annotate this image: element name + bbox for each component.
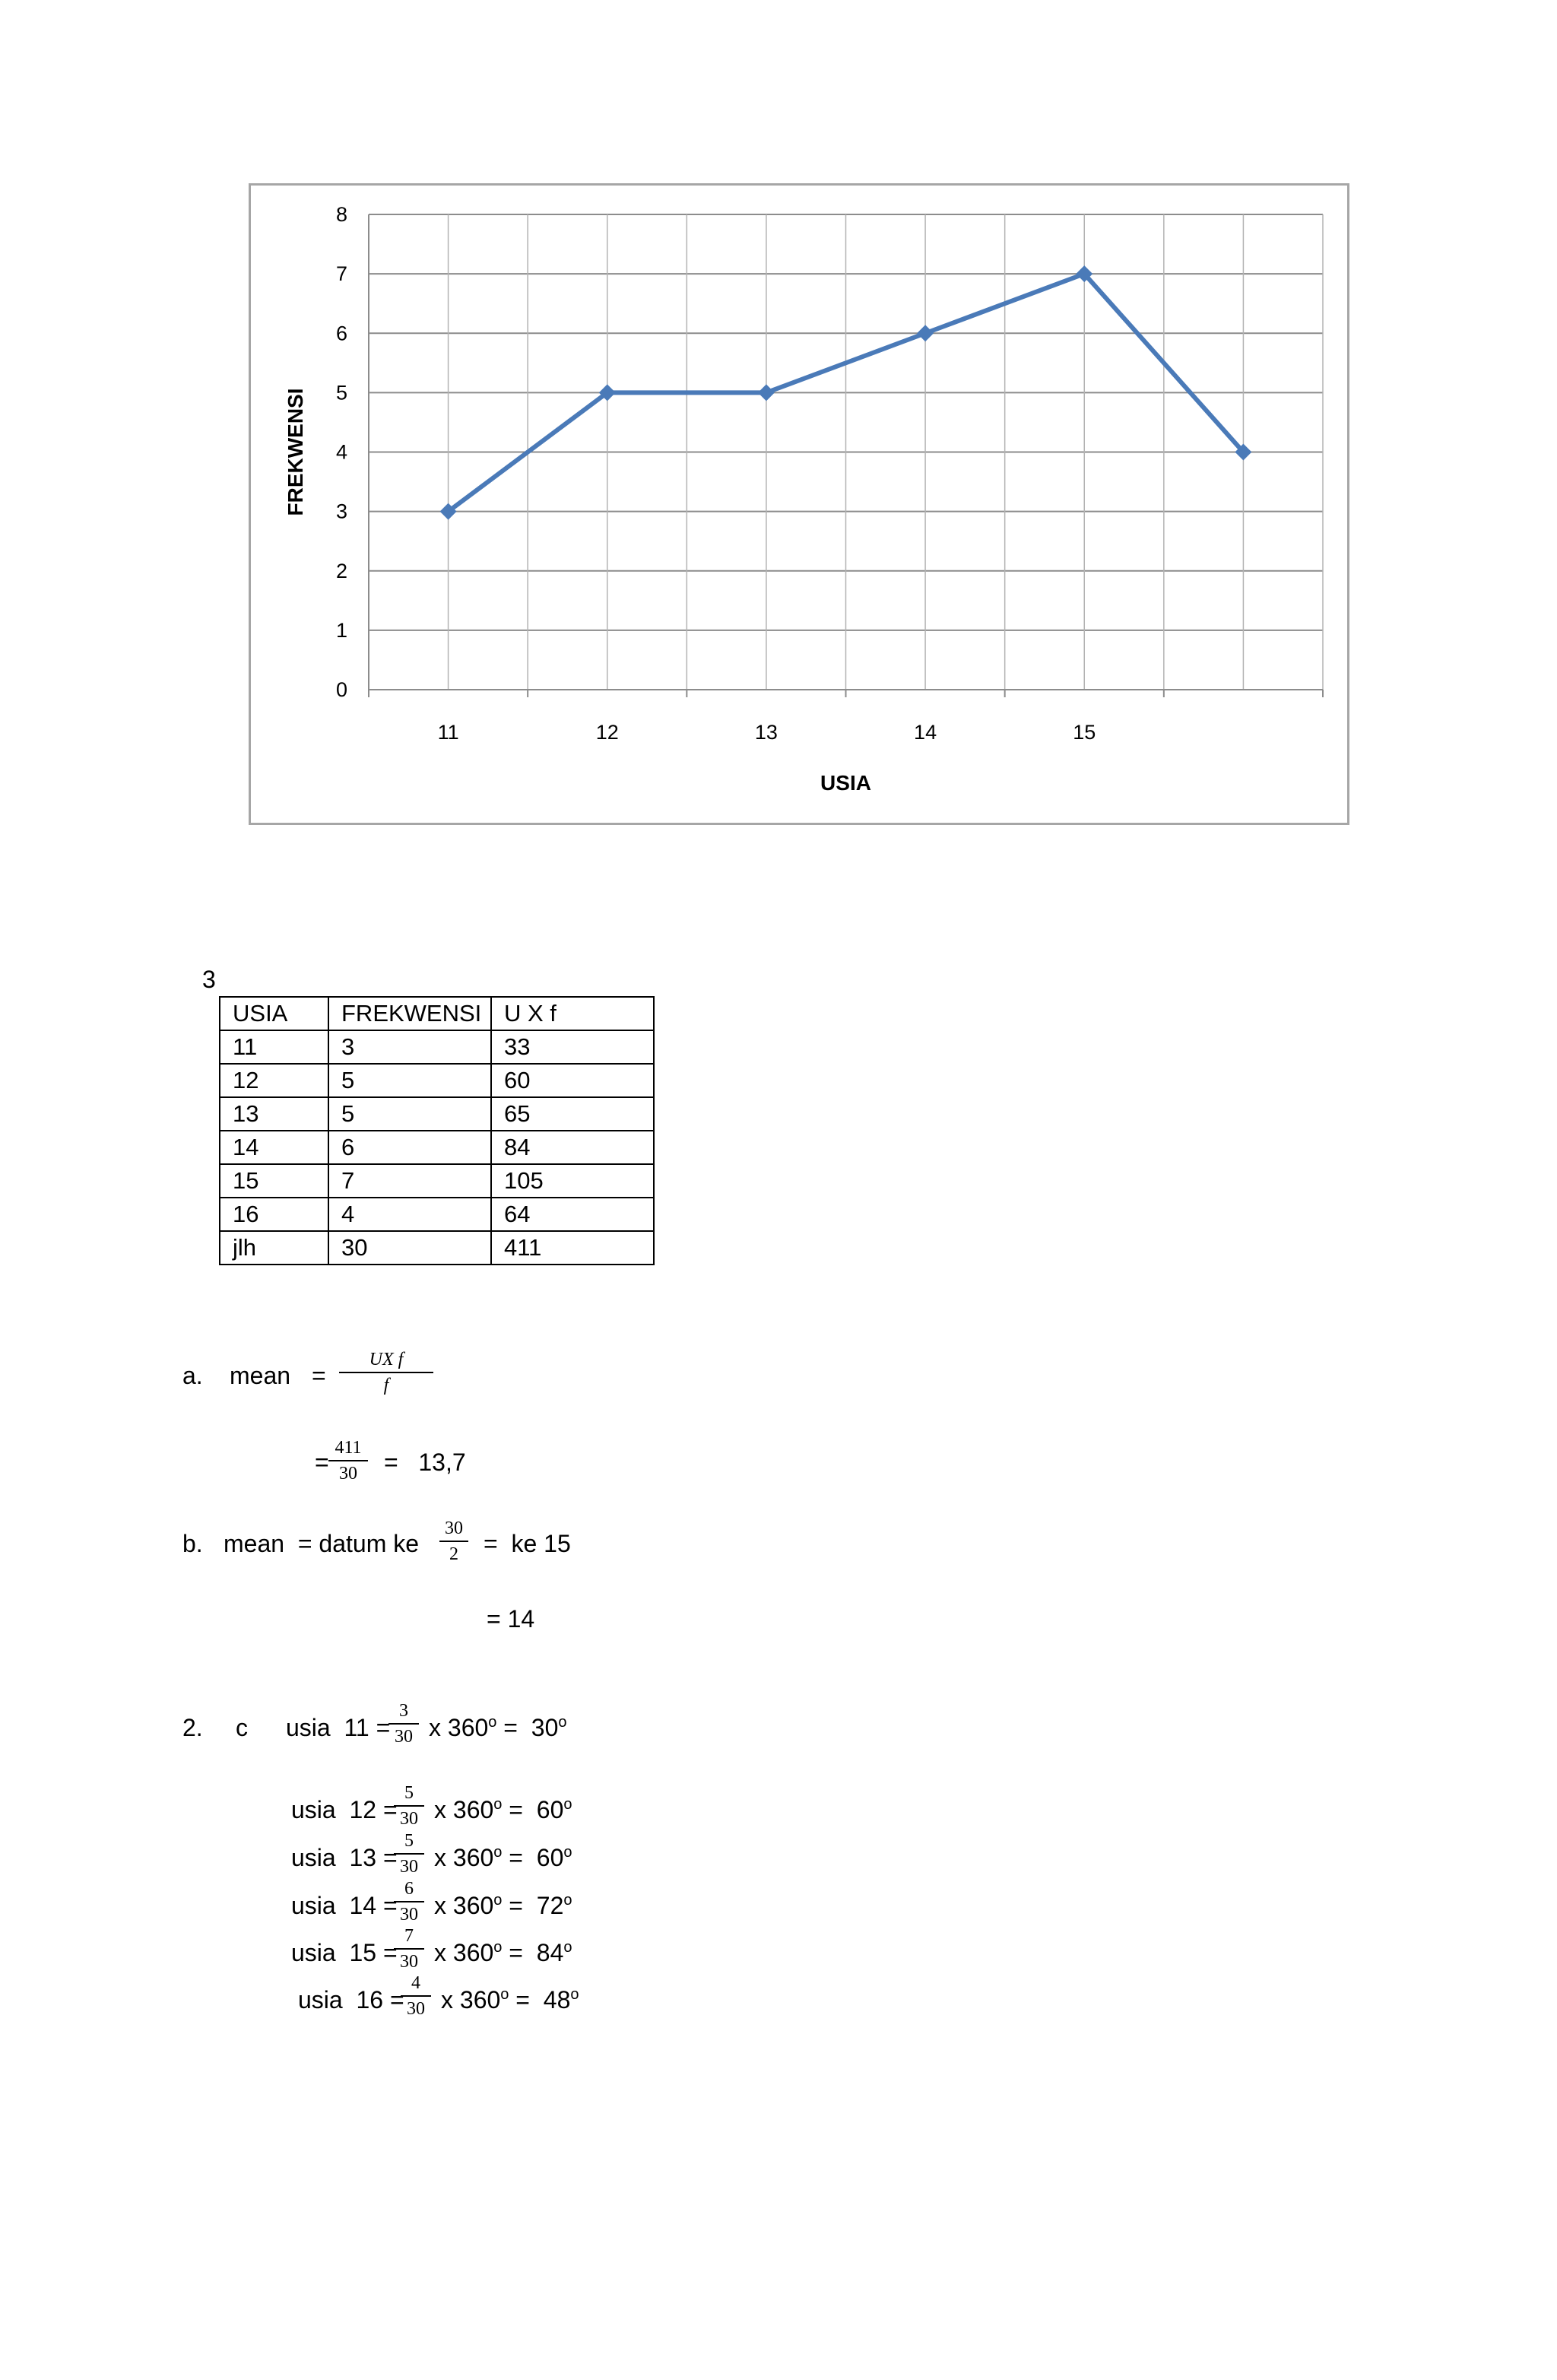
fraction-bar: [401, 1995, 431, 1997]
fraction-denominator: 30: [339, 1464, 357, 1484]
y-tick-label: 1: [335, 618, 347, 642]
fraction-bar: [394, 1948, 424, 1950]
angle-fraction: [394, 1880, 424, 1924]
part-a-equals: =: [312, 1362, 326, 1389]
degree-symbol: o: [570, 1986, 579, 2003]
mean-formula-fraction: [339, 1350, 433, 1395]
table-cell: 16: [220, 1198, 328, 1231]
table-cell: 60: [491, 1064, 654, 1097]
table-cell: 65: [491, 1097, 654, 1131]
degree-symbol: o: [493, 1892, 503, 1909]
data-point-marker: [917, 325, 934, 341]
table-cell: 5: [328, 1064, 491, 1097]
multiplier-text: x 360: [441, 1986, 501, 2013]
angle-result: = 60: [502, 1796, 564, 1823]
table-row: [220, 1097, 654, 1131]
x-tick-label: 15: [1073, 721, 1096, 744]
angle-fraction: [394, 1832, 424, 1876]
fraction-denominator: 2: [449, 1544, 458, 1564]
angle-fraction: [394, 1784, 424, 1828]
header-usia: USIA: [220, 997, 328, 1030]
y-tick-label: 7: [335, 262, 347, 286]
part-b-text: mean = datum ke: [224, 1530, 420, 1557]
multiplier-text: x 360: [434, 1796, 494, 1823]
table-cell: 12: [220, 1064, 328, 1097]
multiplier-text: x 360: [429, 1714, 489, 1741]
angle-row-prefix: usia 16 =: [298, 1986, 404, 2013]
angle-fraction: [394, 1927, 424, 1971]
table-cell: jlh: [220, 1231, 328, 1265]
angle-row-expression: [434, 1940, 572, 1965]
fraction-numerator: 5: [404, 1831, 414, 1851]
degree-symbol: o: [563, 1796, 572, 1813]
fraction-numerator: 411: [335, 1438, 362, 1458]
degree-symbol: o: [493, 1939, 503, 1956]
degree-symbol: o: [563, 1939, 572, 1956]
angle-fraction: [401, 1974, 431, 2018]
table-cell: 30: [328, 1231, 491, 1265]
table-row: [220, 1198, 654, 1231]
angle-row-expression: [434, 1845, 572, 1870]
fraction-numerator: 4: [411, 1973, 420, 1993]
fraction-denominator: 30: [400, 1857, 418, 1877]
angle-result: = 84: [502, 1939, 564, 1966]
part-2-label: 2.: [182, 1714, 203, 1741]
line-chart: [249, 183, 1349, 825]
fraction-bar: [439, 1541, 468, 1542]
table-cell: 15: [220, 1164, 328, 1198]
part-a-word: mean: [230, 1362, 291, 1389]
degree-symbol: o: [563, 1844, 572, 1861]
degree-symbol: o: [488, 1714, 497, 1731]
y-axis-title: FREKWENSI: [284, 388, 307, 516]
angle-row-expression: [429, 1715, 566, 1740]
table-cell: 105: [491, 1164, 654, 1198]
fraction-bar: [328, 1460, 368, 1461]
section-number: 3: [202, 966, 216, 993]
part-2-sub-label: c: [236, 1714, 248, 1741]
header-frekwensi: FREKWENSI: [328, 997, 491, 1030]
multiplier-text: x 360: [434, 1844, 494, 1871]
part-b-label: b.: [182, 1530, 203, 1557]
multiplier-text: x 360: [434, 1892, 494, 1919]
multiplier-text: x 360: [434, 1939, 494, 1966]
mean-result: = 13,7: [384, 1449, 466, 1476]
degree-symbol: o: [493, 1796, 503, 1813]
fraction-bar: [388, 1723, 419, 1725]
angle-fraction: [388, 1702, 419, 1746]
table-cell: 4: [328, 1198, 491, 1231]
mean-value-fraction: [328, 1439, 368, 1483]
part-a-equals-2: =: [315, 1449, 329, 1476]
y-tick-label: 5: [335, 381, 347, 405]
table-row: [220, 1164, 654, 1198]
fraction-bar: [394, 1805, 424, 1807]
table-header-row: [220, 997, 654, 1030]
angle-row-prefix: usia 11 =: [286, 1714, 391, 1741]
y-tick-label: 3: [335, 500, 347, 523]
table-cell: 64: [491, 1198, 654, 1231]
fraction-denominator: 30: [400, 1809, 418, 1829]
table-cell: 84: [491, 1131, 654, 1164]
angle-result: = 72: [502, 1892, 564, 1919]
y-tick-label: 4: [335, 440, 347, 464]
part-b-result-2: = 14: [487, 1605, 535, 1633]
degree-symbol: o: [563, 1892, 572, 1909]
frequency-table: [219, 996, 655, 1265]
table-cell: 3: [328, 1030, 491, 1064]
formula-denominator: f: [383, 1376, 389, 1395]
x-tick-label: 14: [914, 721, 937, 744]
table-cell: 13: [220, 1097, 328, 1131]
fraction-denominator: 30: [400, 1952, 418, 1972]
angle-row-expression: [441, 1988, 579, 2012]
angle-result: = 30: [496, 1714, 559, 1741]
fraction-denominator: 30: [407, 1999, 425, 2019]
degree-symbol: o: [500, 1986, 509, 2003]
fraction-denominator: 30: [395, 1727, 413, 1747]
fraction-bar: [394, 1853, 424, 1855]
table-row: [220, 1030, 654, 1064]
y-tick-label: 2: [335, 559, 347, 582]
fraction-denominator: 30: [400, 1905, 418, 1925]
angle-row-expression: [434, 1893, 572, 1918]
x-tick-label: 12: [595, 721, 619, 744]
data-point-marker: [758, 384, 775, 401]
angle-row-prefix: usia 14 =: [291, 1892, 398, 1919]
angle-row-prefix: usia 12 =: [291, 1796, 398, 1823]
fraction-bar: [339, 1372, 433, 1373]
table-row: [220, 1131, 654, 1164]
table-cell: 6: [328, 1131, 491, 1164]
y-tick-label: 0: [335, 678, 347, 701]
chart-svg: [251, 186, 1352, 827]
fraction-numerator: 6: [404, 1879, 414, 1899]
table-cell: 14: [220, 1131, 328, 1164]
degree-symbol: o: [558, 1714, 567, 1731]
angle-result: = 60: [502, 1844, 564, 1871]
angle-row-prefix: usia 15 =: [291, 1939, 398, 1966]
fraction-numerator: 7: [404, 1926, 414, 1946]
angle-row-expression: [434, 1798, 572, 1822]
fraction-numerator: 3: [399, 1701, 408, 1721]
table-cell: 5: [328, 1097, 491, 1131]
table-cell: 11: [220, 1030, 328, 1064]
part-a-label: a.: [182, 1362, 203, 1389]
table-cell: 411: [491, 1231, 654, 1265]
y-tick-label: 6: [335, 322, 347, 345]
angle-row-prefix: usia 13 =: [291, 1844, 398, 1871]
x-tick-label: 13: [754, 721, 778, 744]
fraction-bar: [394, 1901, 424, 1902]
degree-symbol: o: [493, 1844, 503, 1861]
part-b-result: = ke 15: [484, 1530, 571, 1557]
angle-result: = 48: [509, 1986, 571, 2013]
x-axis-title: USIA: [820, 771, 871, 795]
y-tick-label: 8: [335, 203, 347, 226]
median-fraction: [439, 1519, 468, 1563]
x-tick-label: 11: [437, 721, 459, 744]
table-total-row: [220, 1231, 654, 1265]
table-cell: 7: [328, 1164, 491, 1198]
table-row: [220, 1064, 654, 1097]
table-cell: 33: [491, 1030, 654, 1064]
formula-numerator: UX f: [369, 1350, 404, 1369]
fraction-numerator: 30: [445, 1518, 463, 1538]
fraction-numerator: 5: [404, 1783, 414, 1803]
header-uxf: U X f: [491, 997, 654, 1030]
